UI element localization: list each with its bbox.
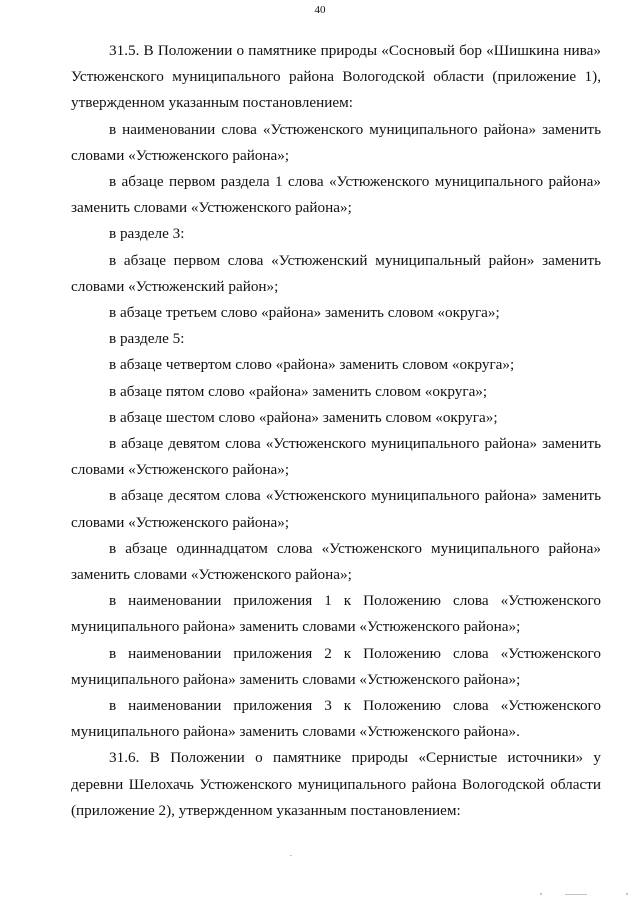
paragraph: в наименовании приложения 1 к Положению слова «Устюженского муниципального района» заменить словами «Устюженского района»; — [71, 592, 601, 636]
scan-speck — [540, 893, 542, 895]
paragraph: в наименовании слова «Устюженского муниципального района» заменить словами «Устюженского района»; — [71, 120, 601, 164]
scan-speck — [290, 855, 292, 856]
paragraph: в абзаце четвертом слово «района» заменить словом «округа»; — [109, 356, 515, 374]
paragraph: в абзаце шестом слово «района» заменить словом «округа»; — [109, 408, 498, 426]
paragraph-31-6: 31.6. В Положении о памятнике природы «Сернистые источники» у деревни Шелохачь Устюженского муниципального района Вологодской области (приложение 2), утвержденном указанным постановлением: — [71, 749, 601, 819]
paragraph: в абзаце девятом слова «Устюженского муниципального района» заменить словами «Устюженского района»; — [71, 435, 601, 479]
paragraph: в наименовании приложения 3 к Положению слова «Устюженского муниципального района» заменить словами «Устюженского района». — [71, 697, 601, 741]
paragraph: в разделе 5: — [109, 330, 185, 348]
paragraph: в абзаце третьем слово «района» заменить словом «округа»; — [109, 304, 500, 322]
paragraph: в абзаце первом раздела 1 слова «Устюженского муниципального района» заменить словами «Устюженского района»; — [71, 173, 601, 217]
paragraph: в абзаце пятом слово «района» заменить словом «округа»; — [109, 382, 488, 400]
paragraph: в наименовании приложения 2 к Положению слова «Устюженского муниципального района» заменить словами «Устюженского района»; — [71, 644, 601, 688]
paragraph: в абзаце первом слова «Устюженский муниципальный район» заменить словами «Устюженский район»; — [71, 251, 601, 295]
paragraph: в разделе 3: — [109, 225, 185, 243]
paragraph-31-5: 31.5. В Положении о памятнике природы «Сосновый бор «Шишкина нива» Устюженского муниципального района Вологодской области (приложение 1), утвержденном указанным постановлением: — [71, 42, 601, 112]
page-number: 40 — [314, 4, 326, 16]
paragraph: в абзаце одиннадцатом слова «Устюженского муниципального района» заменить словами «Устюженского района»; — [71, 539, 601, 584]
paragraph: в абзаце десятом слова «Устюженского муниципального района» заменить словами «Устюженского района»; — [71, 487, 601, 531]
document-body — [71, 38, 601, 824]
scan-speck — [565, 894, 587, 895]
scan-speck — [626, 893, 628, 895]
